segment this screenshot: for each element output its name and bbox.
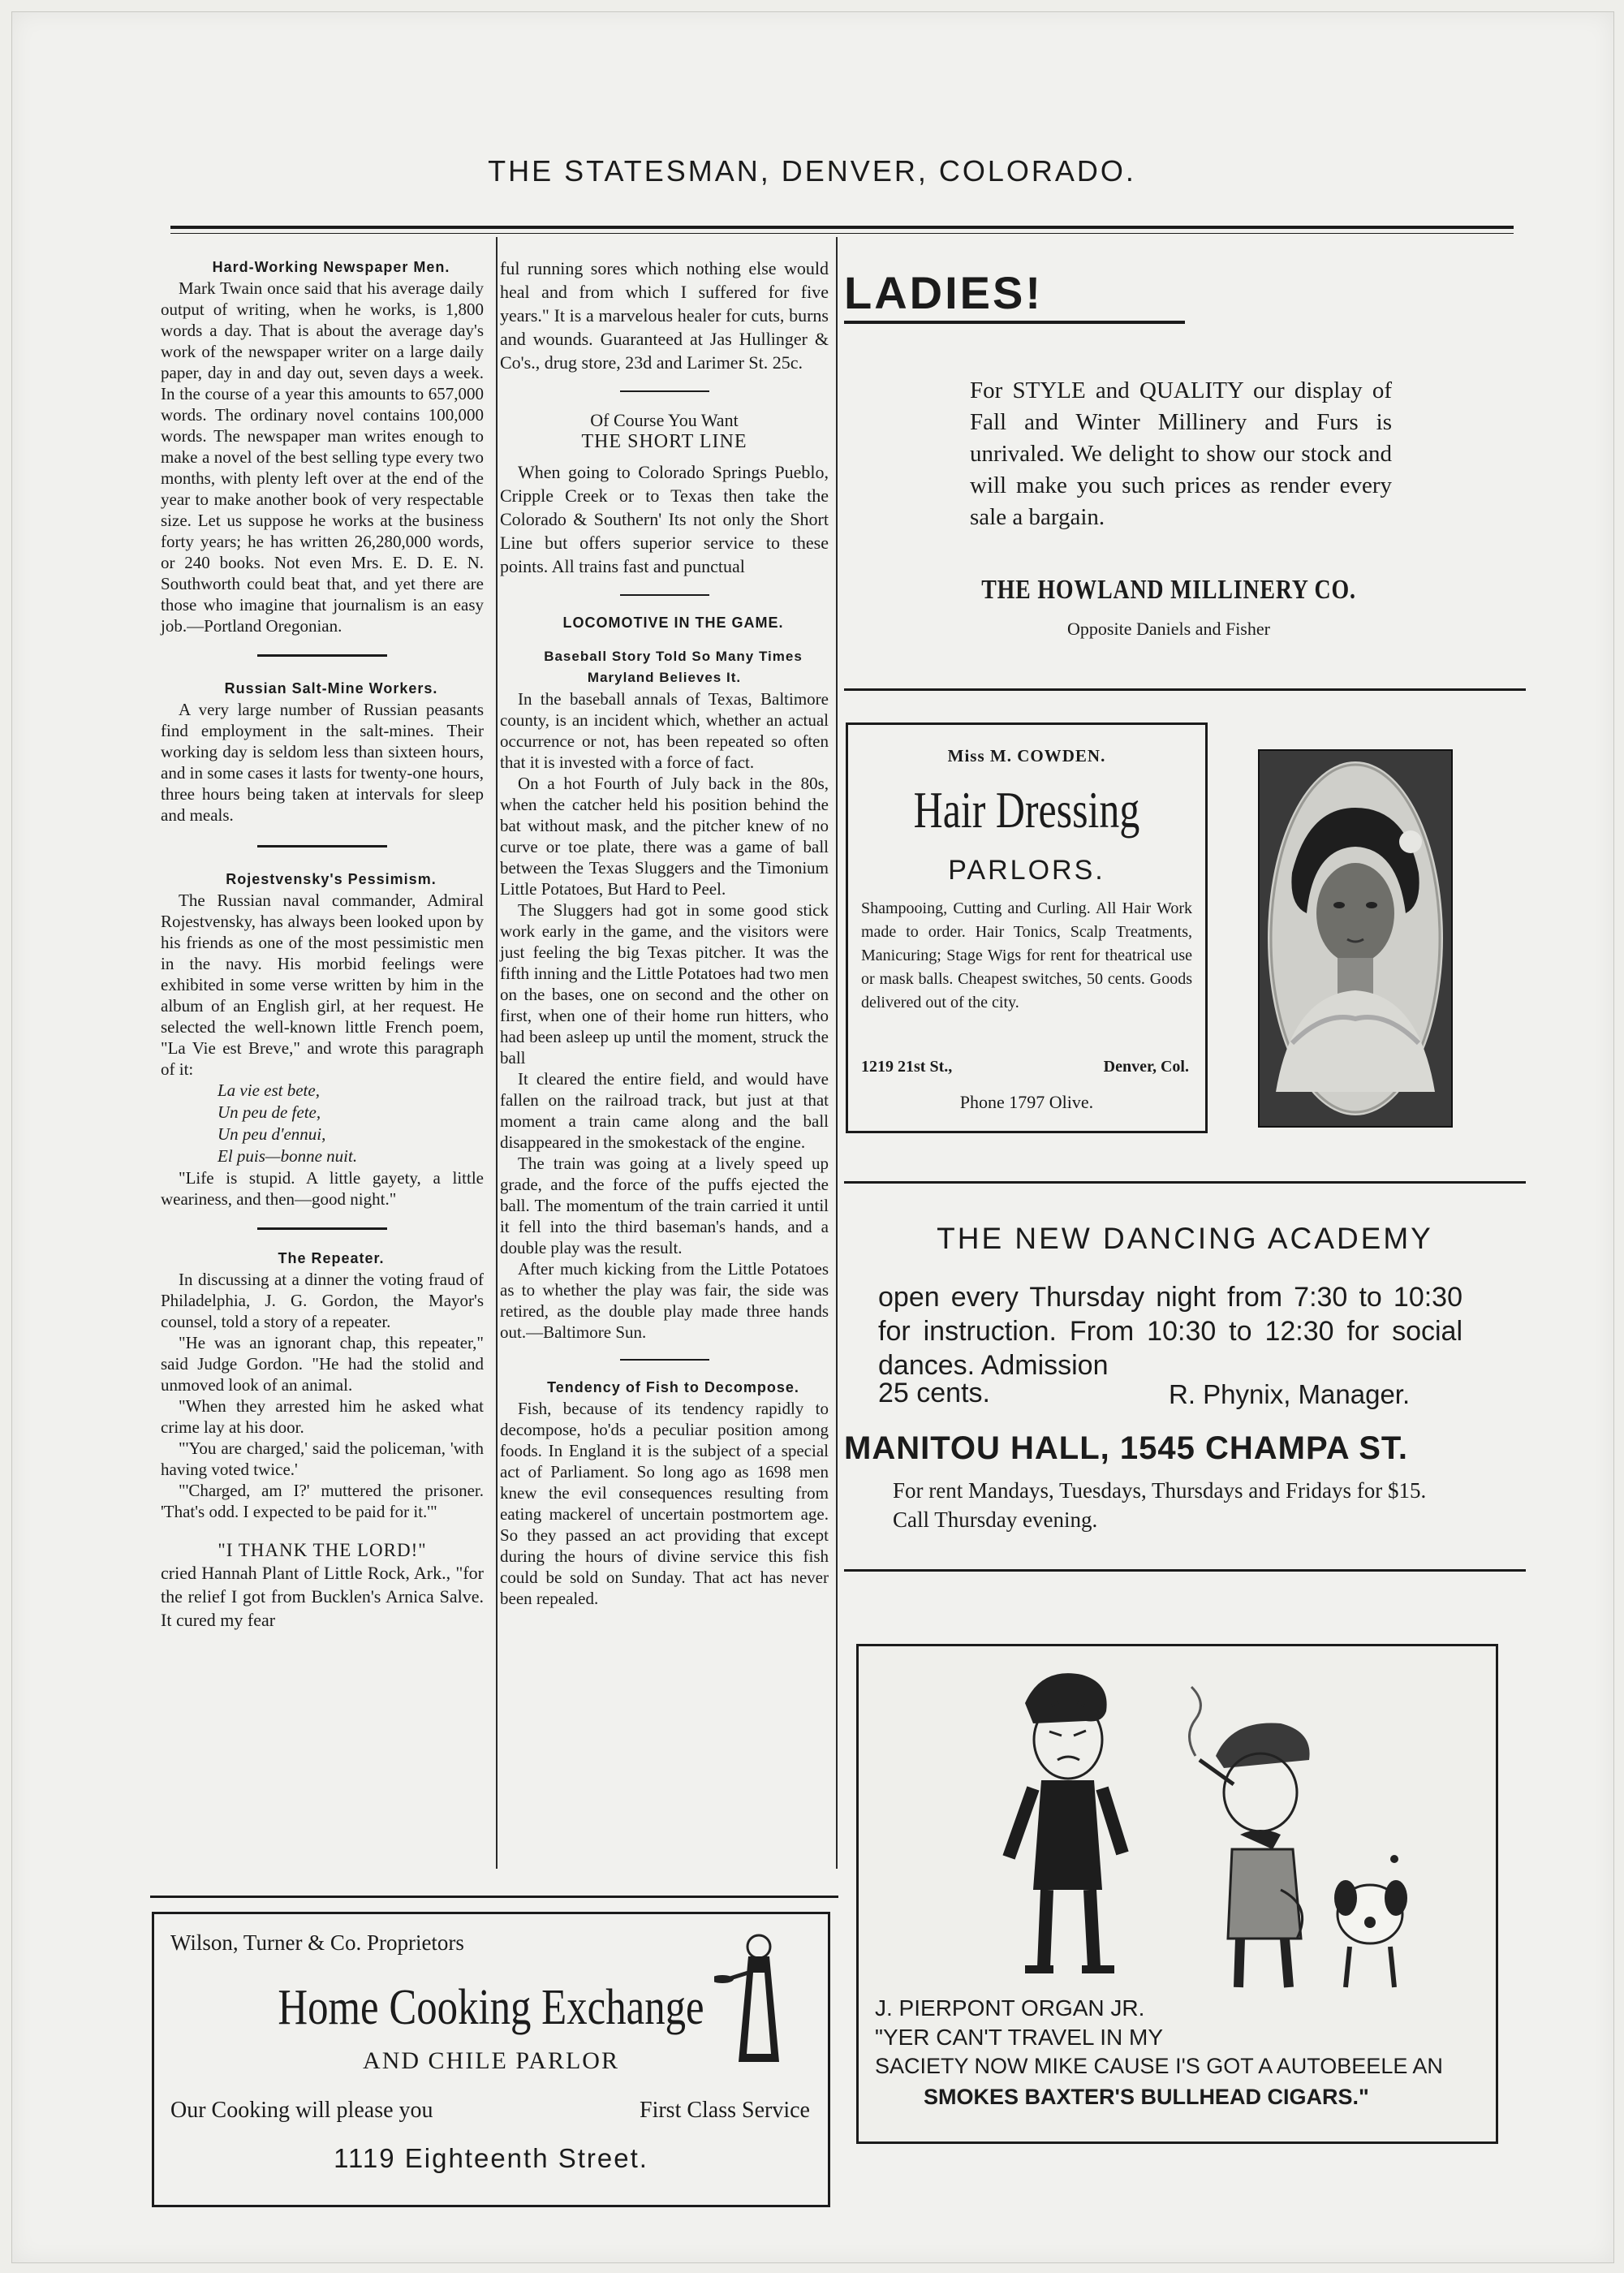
cooking-left-slogan: Our Cooking will please you: [170, 2098, 433, 2123]
article-title: Rojestvensky's Pessimism.: [226, 871, 437, 887]
article-body: The Russian naval commander, Admiral Rojestvensky, has always been looked upon by his friends as one of the most pessimistic men in the navy. His morbid feelings were exhibited in some verse written by him in the album of an English girl, at her request. He selected the well-known little French poem, "La Vie est Breve," and wrote this paragraph of it:: [161, 891, 484, 1079]
article-divider: [620, 594, 709, 596]
cartoon-ad: [856, 1644, 1498, 2144]
poem: [161, 1080, 484, 1167]
article-divider: [257, 845, 387, 848]
section-rule: [844, 1569, 1526, 1572]
article-body: "'Charged, am I?' muttered the prisoner. 'That's odd. I expected to be paid for it.'": [161, 1481, 484, 1521]
article-title: Russian Salt-Mine Workers.: [224, 680, 438, 697]
cartoon-caption-2: "YER CAN'T TRAVEL IN MY: [875, 2025, 1163, 2050]
cooking-address: 1119 Eighteenth Street.: [334, 2143, 648, 2173]
ladies-headline: LADIES!: [844, 267, 1043, 318]
article-body: cried Hannah Plant of Little Rock, Ark., "for the relief I got from Bucklen's Arnica Salve. It cured my fear: [161, 1563, 484, 1630]
article-title: Hard-Working Newspaper Men.: [212, 259, 450, 275]
article-divider: [620, 390, 709, 392]
hair-owner: Miss M. COWDEN.: [947, 746, 1106, 766]
article-body: "Life is stupid. A little gayety, a little weariness, and then—good night.": [161, 1168, 484, 1209]
article-body: After much kicking from the Little Potatoes as to whether the play was fair, the side was retired, as the double play made three hands out.—Baltimore Sun.: [500, 1259, 829, 1342]
article-body: On a hot Fourth of July back in the 80s, when the catcher held his position behind the bat without mask, and the pitcher knew of no curve or toe plate, there was a game of ball between the Texas Sluggers and the Timonium Little Potatoes, But Hard to Peel.: [500, 774, 829, 899]
home-cooking-ad: [152, 1912, 830, 2207]
article-subtitle: Baseball Story Told So Many Times Maryland Believes It.: [544, 649, 803, 685]
ladies-address: Opposite Daniels and Fisher: [1067, 619, 1270, 639]
cartoon-caption-1: J. PIERPONT ORGAN JR.: [875, 1995, 1145, 2021]
column-1: [161, 257, 484, 1632]
column-divider-2: [836, 237, 838, 1869]
article-title: Tendency of Fish to Decompose.: [547, 1379, 799, 1395]
article-body: In the baseball annals of Texas, Baltimore county, is an incident which, whether an actual occurrence or not, has been repeated so often that it is invested with a force of fact.: [500, 689, 829, 772]
cooking-proprietors: Wilson, Turner & Co. Proprietors: [170, 1930, 464, 1955]
article-divider: [257, 654, 387, 657]
poem-line: Un peu d'ennui,: [218, 1124, 326, 1144]
ladies-company: THE HOWLAND MILLINERY CO.: [981, 575, 1356, 605]
poem-line: Un peu de fete,: [218, 1102, 321, 1122]
hair-street: 1219 21st St.,: [861, 1058, 953, 1076]
column-2: [500, 257, 829, 1609]
ad-heading: Of Course You Want: [590, 410, 739, 430]
dancing-price: 25 cents.: [878, 1378, 990, 1408]
cooking-right-slogan: First Class Service: [640, 2098, 810, 2123]
masthead-rule-thin: [170, 233, 1514, 234]
manitou-title: MANITOU HALL, 1545 CHAMPA ST.: [844, 1430, 1408, 1466]
column-divider-1: [496, 237, 498, 1869]
article-body: The train was going at a lively speed up grade, and the force of the puffs ejected the ball. The momentum of the train carried it until it fell into the third baseman's hands, and a double play was the result.: [500, 1154, 829, 1257]
article-divider: [620, 1359, 709, 1361]
ladies-underline: [844, 321, 1185, 324]
hair-subtitle: PARLORS.: [948, 855, 1105, 886]
portrait-image: [1260, 751, 1451, 1126]
section-rule: [150, 1896, 838, 1898]
cooking-title: Home Cooking Exchange: [278, 1980, 704, 2035]
hair-phone: Phone 1797 Olive.: [959, 1092, 1094, 1112]
ad-heading: THE SHORT LINE: [581, 431, 747, 452]
article-title: "I THANK THE LORD!": [218, 1540, 427, 1560]
article-body: "When they arrested him he asked what crime lay at his door.: [161, 1396, 484, 1437]
cartoon-illustration: [859, 1646, 1496, 2003]
article-body: "He was an ignorant chap, this repeater," said Judge Gordon. "He had the stolid and unmoved look of an animal.: [161, 1333, 484, 1395]
dancing-body: open every Thursday night from 7:30 to 10:30 for instruction. From 10:30 to 12:30 for social dances. Admission: [878, 1282, 1462, 1381]
article-body: ful running sores which nothing else would heal and from which I suffered for five years." It is a marvelous healer for cuts, burns and wounds. Guaranteed at Jas Hullinger & Co's., drug store, 23d and Larimer St. 25c.: [500, 258, 829, 373]
masthead-rule: [170, 226, 1514, 229]
cartoon-caption-4: SMOKES BAXTER'S BULLHEAD CIGARS.": [924, 2085, 1369, 2109]
article-body: In discussing at a dinner the voting fraud of Philadelphia, J. G. Gordon, the Mayor's counsel, told a story of a repeater.: [161, 1270, 484, 1331]
article-title: LOCOMOTIVE IN THE GAME.: [562, 615, 784, 631]
ladies-body: For STYLE and QUALITY our display of Fall and Winter Millinery and Furs is unrivaled. We delight to show our stock and will make you such prices as render every sale a bargain.: [970, 377, 1392, 530]
cooking-subtitle: AND CHILE PARLOR: [363, 2047, 619, 2074]
hair-city: Denver, Col.: [1103, 1058, 1189, 1076]
article-body: Mark Twain once said that his average daily output of writing, when he works, is 1,800 words a day. That is about the average day's work of the newspaper writer on a large daily paper, day in and day out, seven days a week. In the course of a year this amounts to 657,000 words. The ordinary novel contains 100,000 words. The newspaper man writes enough to make a novel of the best selling type every two months, with plenty left over at the end of the year to make another book of very respectable size. Let us suppose he works at the business forty years; he has written 26,280,000 words, or 240 books. Not even Mrs. E. D. E. N. Southworth could beat that, and yet there are those who imagine that journalism is an easy job.—Portland Oregonian.: [161, 278, 484, 636]
hair-title: Hair Dressing: [913, 781, 1140, 839]
article-body: "'You are charged,' said the policeman, 'with having voted twice.': [161, 1438, 484, 1479]
masthead: THE STATESMAN, DENVER, COLORADO.: [488, 154, 1136, 188]
article-divider: [257, 1227, 387, 1230]
portrait-photo: [1258, 749, 1453, 1128]
poem-line: La vie est bete,: [218, 1080, 320, 1100]
dancing-title: THE NEW DANCING ACADEMY: [937, 1222, 1433, 1255]
article-body: A very large number of Russian peasants find employment in the salt-mines. Their working day is seldom less than sixteen hours, and in some cases it lasts for twenty-one hours, three hours being taken at intervals for sleep and meals.: [161, 700, 484, 825]
ad-body: When going to Colorado Springs Pueblo, Cripple Creek or to Texas then take the Colorado & Southern' Its not only the Short Line but offers superior service to these points. All trains fast and punctual: [500, 462, 829, 576]
manitou-body: For rent Mandays, Tuesdays, Thursdays and Fridays for $15. Call Thursday evening.: [893, 1478, 1427, 1532]
article-body: It cleared the entire field, and would have fallen on the railroad track, but just at that moment a train came along and the ball disappeared in the smokestack of the engine.: [500, 1069, 829, 1152]
dancing-manager: R. Phynix, Manager.: [1169, 1379, 1411, 1409]
article-body: Fish, because of its tendency rapidly to decompose, ho'ds a peculiar position among foods. In England it is the subject of a special act of Parliament. So long ago as 1698 men knew the evil consequences resulting from eating mackerel of uncertain postmortem age. So they passed an act providing that except during the hours of divine service this fish could be sold on Sunday. That act has never been repealed.: [500, 1399, 829, 1608]
article-body: The Sluggers had got in some good stick work early in the game, and the visitors were just feeling the big Texas pitcher. It was the fifth inning and the Little Potatoes had two men on the bases, one on second and the other on first, when one of their home run hitters, who had been asleep up until the moment, struck the ball: [500, 900, 829, 1067]
poem-line: El puis—bonne nuit.: [218, 1146, 358, 1166]
cartoon-caption-3: SACIETY NOW MIKE CAUSE I'S GOT A AUTOBEELE AN: [875, 2054, 1443, 2078]
hair-body: Shampooing, Cutting and Curling. All Hair Work made to order. Hair Tonics, Scalp Treatments, Manicuring; Stage Wigs for rent for theatrical use or mask balls. Cheapest switches, 50 cents. Goods delivered out of the city.: [861, 899, 1192, 1011]
section-rule: [844, 1181, 1526, 1184]
hair-dressing-ad: [846, 722, 1208, 1133]
article-title: The Repeater.: [278, 1250, 385, 1266]
section-rule: [844, 688, 1526, 691]
